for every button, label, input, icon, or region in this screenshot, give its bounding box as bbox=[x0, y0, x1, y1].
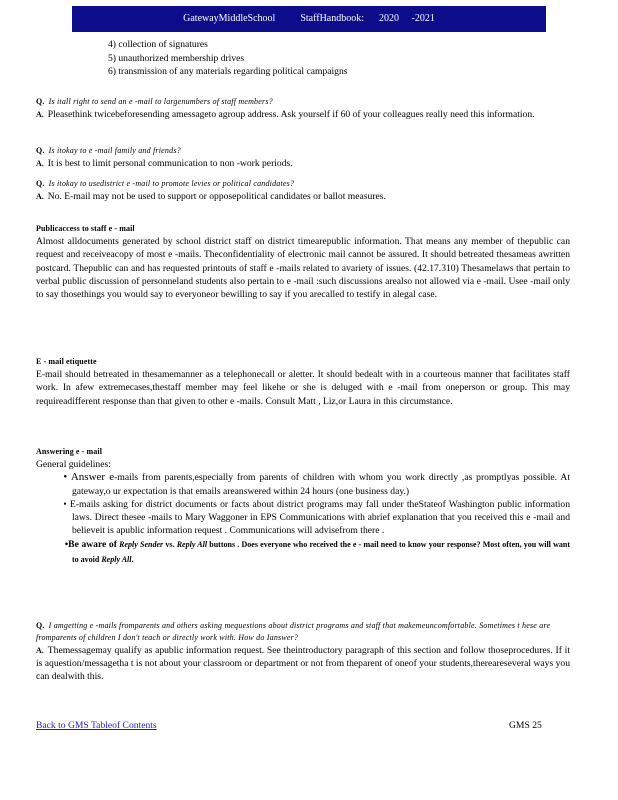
section-body: E-mail should betreated in thesamemanner as a telephonecall or aletter. It should bedealt with in a courteous manner that facilitates staff work. In afew extremecases,thestaff member may feel likehe or she is deluged with e -mail from oneperson or group. This may requireadifferent response than that given to other e -mails. Consult Matt , Liz,or Laura in this circumstance. bbox=[36, 369, 570, 407]
faq-answer bbox=[36, 157, 570, 170]
guideline-bullet bbox=[36, 498, 570, 538]
faq-levies-candidates bbox=[36, 178, 570, 203]
answer-label: A. bbox=[36, 192, 44, 201]
prohibited-uses-list bbox=[108, 38, 348, 79]
question-text: Is itokay to e -mail family and friends? bbox=[48, 146, 181, 155]
reply-sender-text: Reply Sender bbox=[119, 540, 164, 550]
list-item: 4) collection of signatures bbox=[108, 39, 208, 50]
question-label: Q. bbox=[36, 179, 45, 188]
header-year-end: -2021 bbox=[411, 13, 435, 24]
header-school: GatewayMiddleSchool bbox=[183, 13, 276, 24]
list-item: 5) unauthorized membership drives bbox=[108, 52, 245, 64]
faq-answer bbox=[36, 108, 570, 121]
section-body: Almost alldocuments generated by school district staff on district timearepublic information. That means any member of thepublic can request and receiveacopy of most e -mails. Theconfidentiality of electronic mail cannot be assured. It should betreated thesameas awritten postcard. Thepublic can and has requested printouts of staff e -mails related to avariety of issues. (42.17.310) Thesamelaws that pertain to verbal public discussion of personneland students also pertain to e -mail :such discussions arealso not allowed via e -mail. Usee -mail only to say thosethings you would say to everyoneor bewilling to say if you arecalled to testify in alegal case. bbox=[36, 236, 570, 301]
answer-text: No. E-mail may not be used to support or opposepolitical candidates or ballot measures. bbox=[47, 191, 386, 202]
faq-family-friends bbox=[36, 145, 570, 170]
faq-question bbox=[36, 178, 570, 190]
bullet-text: -mails from parents,especially from parents of children with whom you work directly ,as promptlyas possible. At gateway,o ur expectation is that emails areanswered within 24 hours (one business day.) bbox=[72, 472, 571, 497]
answer-label: A. bbox=[36, 110, 44, 119]
question-text: I amgetting e -mails fromparents and others asking mequestions about district programs and staff that makemeuncomfortable. Sometimes t hese are fromparents of children I don't teach or directly work with. How do Ianswer? bbox=[36, 621, 551, 642]
bullet-text: E-mails asking for district documents or facts about district programs may fall under theStateof Washington public information laws. Direct thesee -mails to Mary Waggoner in EPS Communications with abrief explanation that you received this e -mail and believeit is apublic information request . Communications will advisefrom there . bbox=[69, 498, 570, 537]
bullet-text: buttons . Does everyone who received the e - mail need to know your response? Most often, you will want to avoid bbox=[72, 540, 571, 565]
bullet-lead: • Answer e bbox=[63, 471, 115, 484]
faq-large-groups bbox=[36, 96, 570, 121]
question-label: Q. bbox=[36, 621, 45, 630]
section-heading: E - mail etiquette bbox=[36, 357, 97, 366]
answering-section bbox=[36, 445, 570, 567]
list-item: 6) transmission of any materials regarding political campaigns bbox=[108, 66, 348, 78]
faq-question bbox=[36, 96, 570, 108]
bullet-end: . bbox=[131, 555, 134, 565]
question-label: Q. bbox=[36, 97, 45, 106]
bullet-lead: •Be aware of bbox=[64, 539, 117, 551]
faq-question bbox=[36, 145, 570, 157]
faq-answer bbox=[36, 644, 570, 684]
reply-all-text-2: Reply All bbox=[101, 555, 132, 565]
faq-question bbox=[36, 620, 570, 644]
reply-all-text: Reply All bbox=[176, 540, 208, 550]
answer-text: Pleasethink twicebeforesending amessageto agroup address. Ask yourself if 60 of your colleagues really need this information. bbox=[47, 109, 535, 120]
header-year-start: 2020 bbox=[379, 13, 400, 24]
etiquette-section bbox=[36, 355, 570, 408]
question-text: Is itokay to usedistrict e -mail to promote levies or political candidates? bbox=[48, 179, 295, 188]
public-access-section bbox=[36, 222, 570, 301]
guidelines-intro: General guidelines: bbox=[36, 459, 111, 471]
question-text: Is itall right to send an e -mail to largenumbers of staff members? bbox=[48, 97, 273, 106]
header-handbook: StaffHandbook: bbox=[300, 13, 365, 24]
page-header bbox=[72, 6, 546, 32]
guideline-bullet bbox=[36, 471, 570, 497]
answer-label: A. bbox=[36, 159, 44, 168]
page-number: GMS 25 bbox=[509, 720, 542, 731]
faq-uncomfortable-emails bbox=[36, 620, 570, 684]
answer-text: It is best to limit personal communication to non -work periods. bbox=[47, 158, 293, 169]
vs-text: vs. bbox=[165, 540, 175, 550]
guideline-bullet bbox=[36, 537, 570, 567]
bullet-lead: • bbox=[63, 498, 67, 510]
faq-answer bbox=[36, 190, 570, 203]
section-heading: Answering e - mail bbox=[36, 447, 103, 456]
section-heading: Publicaccess to staff e - mail bbox=[36, 224, 135, 233]
question-label: Q. bbox=[36, 146, 45, 155]
back-to-contents-link[interactable]: Back to GMS Tableof Contents bbox=[36, 720, 157, 731]
answer-text: Themessagemay qualify as apublic information request. See theintroductory paragraph of this section and follow thoseprocedures. If it is aquestion/messagetha t is not about your classroom or department or not from theparent of oneof your students,thereareseveral ways you can dealwith this. bbox=[36, 645, 570, 683]
answer-label: A. bbox=[36, 646, 44, 655]
